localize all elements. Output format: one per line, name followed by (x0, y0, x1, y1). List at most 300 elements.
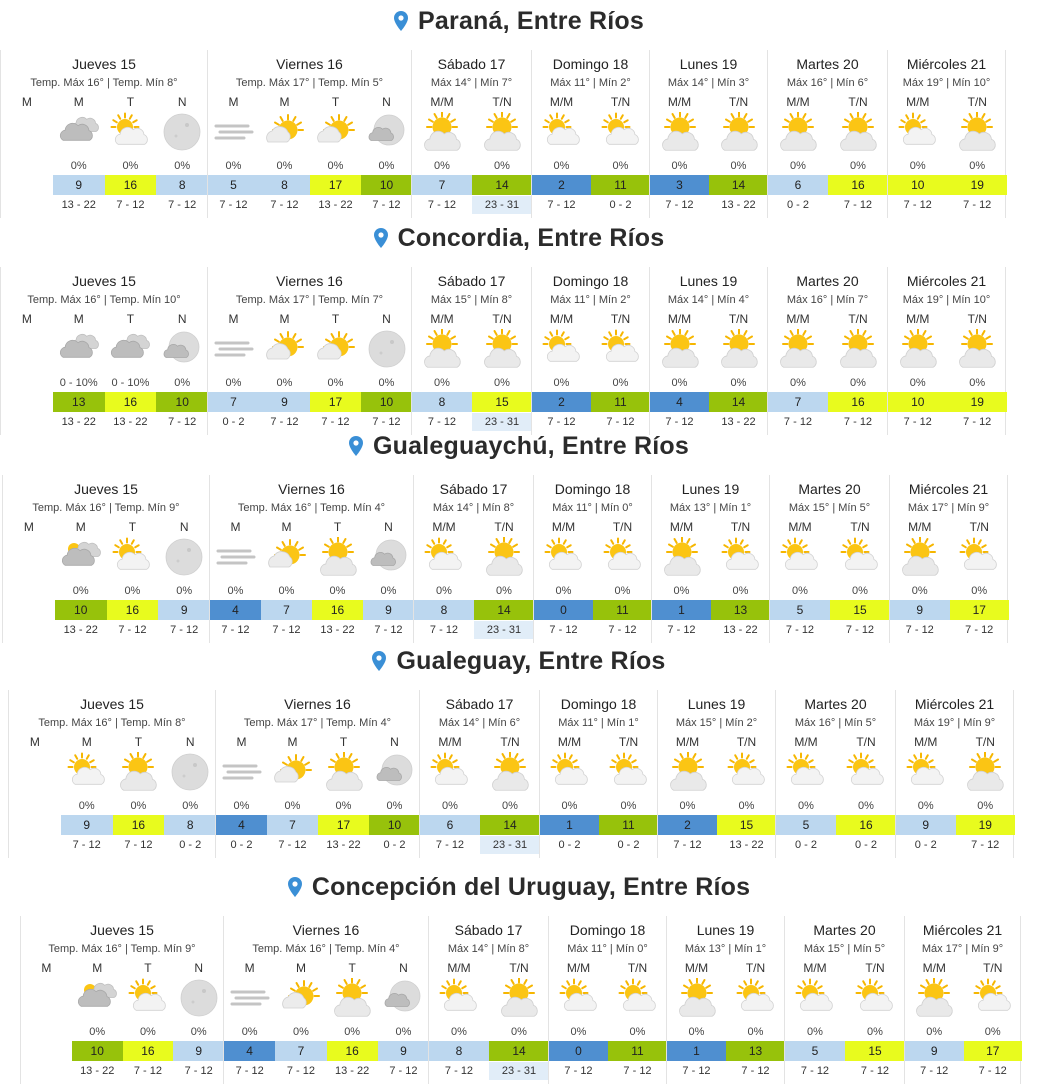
city-header (0, 870, 1038, 904)
wind-speed-cell: 4 (224, 1041, 275, 1061)
partly-sunny-icon (314, 329, 358, 369)
sun-cloud-icon (778, 537, 822, 577)
slot-label: M (81, 735, 92, 749)
time-slot (327, 916, 378, 1084)
time-slot (21, 916, 72, 1084)
time-slot (532, 267, 591, 435)
day-name: Viernes 16 (292, 922, 360, 938)
wind-speed-cell: 17 (950, 600, 1010, 620)
wind-speed-cell: 9 (53, 175, 105, 195)
time-slot (652, 475, 711, 643)
wind-gust-range: 7 - 12 (547, 416, 576, 428)
wind-speed-cell: 19 (948, 175, 1008, 195)
slot-label: N (177, 312, 187, 326)
day-name: Sábado 17 (439, 481, 508, 497)
sun-cloud-icon (844, 752, 888, 792)
time-slot (532, 50, 591, 218)
wind-gust-range (21, 1062, 72, 1080)
precipitation-value: 0% (225, 377, 242, 389)
wind-gust-range: 13 - 22 (721, 199, 756, 211)
day-temps: Temp. Máx 16° | Temp. Mín 4° (252, 943, 400, 955)
wind-speed-cell: 9 (905, 1041, 964, 1061)
wind-speed-cell: 17 (964, 1041, 1023, 1061)
wind-speed-cell: 17 (310, 392, 361, 412)
time-slot (1, 50, 53, 218)
wind-speed-cell: 0 (534, 600, 593, 620)
day-temps: Temp. Máx 16° | Temp. Mín 4° (237, 502, 386, 514)
wind-speed-cell (9, 815, 61, 835)
day-temps: Máx 14° | Mín 7° (430, 77, 513, 89)
precipitation-value: 0% (850, 160, 866, 172)
wind-gust-range: 7 - 12 (783, 416, 813, 428)
wind-speed-cell: 16 (105, 392, 157, 412)
time-slot (534, 475, 593, 643)
slot-label: M/M (432, 520, 456, 534)
slot-label: T/N (492, 95, 512, 109)
precipitation-value: 0% (174, 377, 191, 389)
slot-label: M (41, 961, 52, 975)
sun-behind-cloud-icon (776, 329, 820, 369)
slot-label: N (382, 95, 391, 109)
day-column (419, 690, 539, 858)
sun-cloud-icon (65, 752, 109, 792)
partly-sunny-icon (265, 537, 309, 577)
time-slot (489, 916, 549, 1084)
time-slot (210, 475, 261, 643)
wind-gust-range: 13 - 22 (61, 416, 96, 428)
location-pin-icon (394, 11, 408, 31)
time-slot (363, 475, 414, 643)
wind-gust-range: 7 - 12 (965, 624, 994, 636)
slot-label: M/M (549, 95, 574, 109)
wind-gust-range: 7 - 12 (903, 199, 932, 211)
day-name: Viernes 16 (276, 273, 343, 289)
precipitation-value: 0% (747, 1026, 764, 1038)
precipitation-value: 0% (620, 800, 637, 812)
sun-behind-cloud-icon (955, 329, 999, 369)
cloudy-icon (108, 329, 152, 369)
slot-label: M (92, 961, 103, 975)
day-name: Jueves 15 (80, 696, 144, 712)
day-column (531, 50, 649, 218)
day-column (2, 475, 209, 643)
slot-label: M (21, 312, 32, 326)
slot-label: T (126, 95, 135, 109)
precipitation-value: 0% (494, 377, 510, 389)
day-temps: Máx 11° | Mín 0° (552, 502, 633, 514)
wind-gust-range: 0 - 2 (558, 839, 581, 851)
wind-gust-range: 7 - 12 (270, 416, 299, 428)
wind-gust-range: 7 - 12 (800, 1065, 830, 1077)
wind-speed-cell: 7 (267, 815, 318, 835)
wind-gust-range: 13 - 22 (721, 416, 756, 428)
day-name: Martes 20 (796, 56, 859, 72)
slot-label: N (185, 735, 195, 749)
wind-gust-range: 0 - 2 (617, 839, 640, 851)
wind-gust-range: 0 - 2 (609, 199, 632, 211)
day-name: Miércoles 21 (914, 696, 995, 712)
sun-cloud-icon (607, 752, 651, 792)
slot-label: M (287, 735, 298, 749)
day-temps: Temp. Máx 17° | Temp. Mín 5° (235, 77, 384, 89)
day-name: Sábado 17 (445, 696, 514, 712)
wind-gust-range: 7 - 12 (235, 1065, 264, 1077)
sun-behind-cloud-icon (116, 752, 160, 792)
day-temps: Máx 16° | Mín 6° (786, 77, 869, 89)
slot-label: M/M (786, 312, 810, 326)
sun-behind-cloud-icon (658, 329, 702, 369)
wind-gust-range: 7 - 12 (903, 416, 932, 428)
day-temps: Máx 11° | Mín 2° (550, 77, 631, 89)
time-slot (61, 690, 113, 858)
wind-gust-range: 7 - 12 (845, 624, 875, 636)
day-temps: Temp. Máx 16° | Temp. Mín 10° (27, 294, 181, 306)
wind-speed-cell: 6 (420, 815, 480, 835)
time-slot (216, 690, 267, 858)
slot-label: M (73, 312, 84, 326)
wind-speed-cell: 5 (785, 1041, 845, 1061)
wind-speed-cell (1, 175, 53, 195)
wind-speed-cell: 15 (845, 1041, 905, 1061)
time-slot (53, 50, 105, 218)
sun-cloud-icon (784, 752, 828, 792)
wind-speed-cell (21, 1041, 72, 1061)
precipitation-value: 0% (72, 585, 89, 597)
wind-speed-cell: 1 (540, 815, 599, 835)
day-column (20, 916, 223, 1084)
wind-gust-range: 7 - 12 (564, 1065, 593, 1077)
day-column (666, 916, 784, 1084)
wind-speed-cell: 1 (667, 1041, 726, 1061)
day-temps: Máx 14° | Mín 8° (432, 502, 515, 514)
slot-label: T (339, 735, 348, 749)
wind-speed-cell: 9 (890, 600, 950, 620)
wind-gust-range: 7 - 12 (429, 624, 459, 636)
wind-speed-cell: 2 (532, 392, 591, 412)
sun-cloud-icon (793, 978, 837, 1018)
time-slot (361, 50, 412, 218)
day-temps: Temp. Máx 16° | Temp. Mín 9° (32, 502, 180, 514)
wind-speed-cell: 13 (726, 1041, 785, 1061)
slot-label: M/M (430, 95, 454, 109)
precipitation-value: 0% (798, 800, 814, 812)
sun-behind-cloud-icon (420, 329, 464, 369)
location-pin-icon (288, 877, 302, 897)
precipitation-value: 0% (909, 160, 926, 172)
slot-label: T/N (730, 520, 751, 534)
precipitation-value: 0% (926, 1026, 943, 1038)
wind-gust-range: 7 - 12 (547, 199, 576, 211)
time-slot (259, 267, 310, 435)
wind-speed-cell: 16 (107, 600, 159, 620)
wind-gust-range: 13 - 22 (320, 624, 355, 636)
time-slot (173, 916, 224, 1084)
time-slot (711, 475, 770, 643)
day-column (0, 267, 207, 435)
precipitation-value: 0% (380, 585, 397, 597)
wind-speed-cell (3, 600, 55, 620)
precipitation-value: 0% (190, 1026, 207, 1038)
wind-gust-range: 7 - 12 (221, 624, 250, 636)
wind-gust-range: 0 - 2 (854, 839, 877, 851)
precipitation-value: 0% (858, 800, 874, 812)
sun-behind-cloud-icon (717, 329, 761, 369)
wind-gust-range: 13 - 22 (63, 624, 98, 636)
precipitation-value: 0% (276, 160, 293, 172)
slot-label: M/M (549, 312, 574, 326)
wind-gust-range (9, 836, 61, 854)
slot-label: M/M (667, 95, 692, 109)
day-column (889, 475, 1008, 643)
wind-speed-cell: 7 (768, 392, 828, 412)
wind-speed-cell: 4 (650, 392, 709, 412)
wind-speed-cell: 16 (105, 175, 157, 195)
precipitation-value: 0% (730, 377, 747, 389)
moon-cloud-icon (160, 329, 204, 369)
day-column (215, 690, 419, 858)
time-slot (845, 916, 905, 1084)
daily-forecast-strip (0, 50, 1006, 218)
wind-speed-cell: 6 (768, 175, 828, 195)
precipitation-value: 0% (241, 1026, 258, 1038)
city-header (0, 644, 1038, 678)
wind-gust-range: 7 - 12 (116, 199, 145, 211)
time-slot (72, 916, 123, 1084)
slot-label: M (29, 735, 40, 749)
precipitation-value: 0% (78, 800, 95, 812)
wind-speed-cell: 13 (711, 600, 770, 620)
sun-behind-cloud-icon (480, 329, 524, 369)
precipitation-value: 0% (792, 585, 808, 597)
time-slot (770, 475, 830, 643)
day-name: Domingo 18 (552, 56, 629, 72)
day-temps: Máx 15° | Mín 5° (803, 943, 886, 955)
moon-cloud-icon (373, 752, 417, 792)
precipitation-value: 0% (553, 160, 570, 172)
slot-label: M/M (684, 961, 709, 975)
day-temps: Máx 14° | Mín 6° (438, 717, 521, 729)
day-column (0, 50, 207, 218)
city-header (0, 4, 1038, 38)
wind-gust-range: 7 - 12 (374, 624, 403, 636)
slot-label: T (331, 312, 340, 326)
precipitation-value: 0% (174, 160, 191, 172)
day-name: Sábado 17 (454, 922, 523, 938)
wind-gust-range: 7 - 12 (549, 624, 578, 636)
sun-cloud-icon (542, 537, 586, 577)
slot-label: M/M (908, 520, 932, 534)
moon-icon (177, 978, 221, 1018)
time-slot (828, 50, 888, 218)
day-temps: Máx 17° | Mín 9° (921, 943, 1004, 955)
precipitation-value: 0% (917, 800, 934, 812)
precipitation-value: 0% (911, 585, 928, 597)
time-slot (420, 690, 480, 858)
wind-gust-range: 7 - 12 (606, 416, 635, 428)
city-name[interactable]: Paraná, Entre Ríos (418, 6, 644, 35)
slot-label: M (23, 520, 34, 534)
precipitation-value: 0% (327, 377, 344, 389)
sun-cloud-icon (838, 537, 882, 577)
partly-sunny-icon (263, 112, 307, 152)
time-slot (480, 690, 540, 858)
wind-gust-range: 7 - 12 (682, 1065, 711, 1077)
slot-label: N (177, 95, 187, 109)
time-slot (412, 267, 472, 435)
wind-gust-range: 0 - 2 (383, 839, 406, 851)
precipitation-value: 0% (852, 585, 868, 597)
wind-gust-range: 7 - 12 (272, 624, 301, 636)
wind-speed-cell: 4 (210, 600, 261, 620)
city-name[interactable]: Gualeguaychú, Entre Ríos (373, 431, 689, 460)
precipitation-value: 0% (176, 585, 193, 597)
precipitation-value: 0% (130, 800, 147, 812)
slot-label: T/N (850, 520, 870, 534)
precipitation-value: 0% (790, 160, 806, 172)
slot-label: M (21, 95, 32, 109)
precipitation-value: 0% (395, 1026, 412, 1038)
fog-icon (212, 329, 256, 369)
wind-speed-cell: 8 (259, 175, 310, 195)
wind-speed-cell: 11 (599, 815, 658, 835)
slot-label: T/N (627, 961, 648, 975)
wind-speed-cell: 11 (608, 1041, 667, 1061)
cloudy-sun-icon (75, 978, 119, 1018)
sun-cloud-icon (126, 978, 170, 1018)
slot-label: M/M (794, 735, 818, 749)
wind-speed-cell: 14 (709, 392, 768, 412)
precipitation-value: 0% (451, 1026, 467, 1038)
wind-speed-cell: 19 (956, 815, 1016, 835)
wind-speed-cell: 8 (156, 175, 208, 195)
sun-cloud-icon (904, 752, 948, 792)
precipitation-value: 0% (629, 1026, 646, 1038)
time-slot (650, 267, 709, 435)
slot-label: M (236, 735, 247, 749)
city-name[interactable]: Concepción del Uruguay, Entre Ríos (311, 872, 751, 901)
cloudy-icon (57, 329, 101, 369)
moon-cloud-icon (365, 112, 409, 152)
wind-gust-range: 7 - 12 (372, 416, 401, 428)
sun-behind-cloud-icon (482, 537, 526, 577)
day-name: Jueves 15 (72, 273, 136, 289)
slot-label: M (75, 520, 86, 534)
partly-sunny-icon (263, 329, 307, 369)
time-slot (113, 690, 165, 858)
slot-label: N (384, 520, 393, 534)
slot-label: T/N (494, 520, 514, 534)
wind-gust-range: 23 - 31 (480, 836, 540, 854)
wind-gust-range: 0 - 2 (230, 839, 253, 851)
day-temps: Máx 13° | Mín 1° (684, 943, 767, 955)
time-slot (105, 267, 157, 435)
time-slot (785, 916, 845, 1084)
precipitation-value: 0% (436, 585, 452, 597)
slot-label: M (281, 520, 292, 534)
precipitation-value: 0% (679, 800, 696, 812)
precipitation-value: 0% (909, 377, 926, 389)
day-name: Martes 20 (813, 922, 876, 938)
wind-speed-cell: 15 (717, 815, 776, 835)
precipitation-value: 0% (386, 800, 403, 812)
sun-cloud-icon (557, 978, 601, 1018)
precipitation-value: 0% (233, 800, 250, 812)
sun-cloud-icon (896, 112, 940, 152)
city-name[interactable]: Gualeguay, Entre Ríos (396, 646, 666, 675)
wind-gust-range: 23 - 31 (474, 621, 534, 639)
day-temps: Máx 16° | Mín 5° (794, 717, 877, 729)
precipitation-value: 0% (612, 377, 629, 389)
day-name: Lunes 19 (679, 273, 738, 289)
wind-gust-range: 7 - 12 (168, 199, 197, 211)
wind-gust-range: 7 - 12 (978, 1065, 1007, 1077)
time-slot (55, 475, 107, 643)
precipitation-value: 0% (227, 585, 244, 597)
time-slot (224, 916, 275, 1084)
sun-cloud-icon (971, 978, 1015, 1018)
city-name[interactable]: Concordia, Entre Ríos (397, 223, 665, 252)
precipitation-value: 0% (278, 585, 295, 597)
precipitation-value: 0% (732, 585, 749, 597)
day-column (904, 916, 1021, 1084)
day-temps: Temp. Máx 16° | Temp. Mín 8° (30, 77, 178, 89)
sun-cloud-icon (719, 537, 763, 577)
wind-gust-range: 23 - 31 (472, 196, 532, 214)
time-slot (890, 475, 950, 643)
wind-speed-cell: 14 (472, 175, 532, 195)
wind-gust-range: 7 - 12 (118, 624, 147, 636)
slot-label: T (144, 961, 152, 975)
time-slot (412, 50, 472, 218)
precipitation-value: 0% (971, 585, 988, 597)
time-slot (768, 50, 828, 218)
day-name: Lunes 19 (679, 56, 738, 72)
slot-label: M (73, 95, 84, 109)
precipitation-value: 0 - 10% (59, 377, 98, 389)
slot-label: M/M (922, 961, 946, 975)
wind-gust-range: 13 - 22 (723, 624, 758, 636)
wind-gust-range: 7 - 12 (435, 839, 465, 851)
slot-label: T/N (967, 312, 987, 326)
time-slot (123, 916, 174, 1084)
wind-speed-cell: 16 (828, 175, 888, 195)
precipitation-value: 0% (442, 800, 458, 812)
partly-sunny-icon (314, 112, 358, 152)
slot-label: M/M (438, 735, 462, 749)
wind-gust-range: 7 - 12 (623, 1065, 652, 1077)
slot-label: T/N (500, 735, 520, 749)
slot-label: M (228, 95, 239, 109)
precipitation-value: 0% (434, 160, 450, 172)
time-slot (964, 916, 1023, 1084)
wind-gust-range: 7 - 12 (278, 839, 307, 851)
time-slot (709, 50, 768, 218)
precipitation-value: 0% (182, 800, 199, 812)
slot-label: T/N (492, 312, 512, 326)
wind-gust-range: 7 - 12 (905, 624, 934, 636)
day-column (887, 267, 1006, 435)
wind-speed-cell (1, 392, 53, 412)
precipitation-value: 0% (292, 1026, 309, 1038)
precipitation-value: 0% (494, 160, 510, 172)
slot-label: T/N (728, 95, 749, 109)
wind-gust-range: 7 - 12 (920, 1065, 949, 1077)
slot-label: T/N (610, 95, 631, 109)
slot-label: M/M (669, 520, 694, 534)
time-slot (948, 267, 1008, 435)
time-slot (361, 267, 412, 435)
wind-gust-range: 7 - 12 (843, 416, 873, 428)
